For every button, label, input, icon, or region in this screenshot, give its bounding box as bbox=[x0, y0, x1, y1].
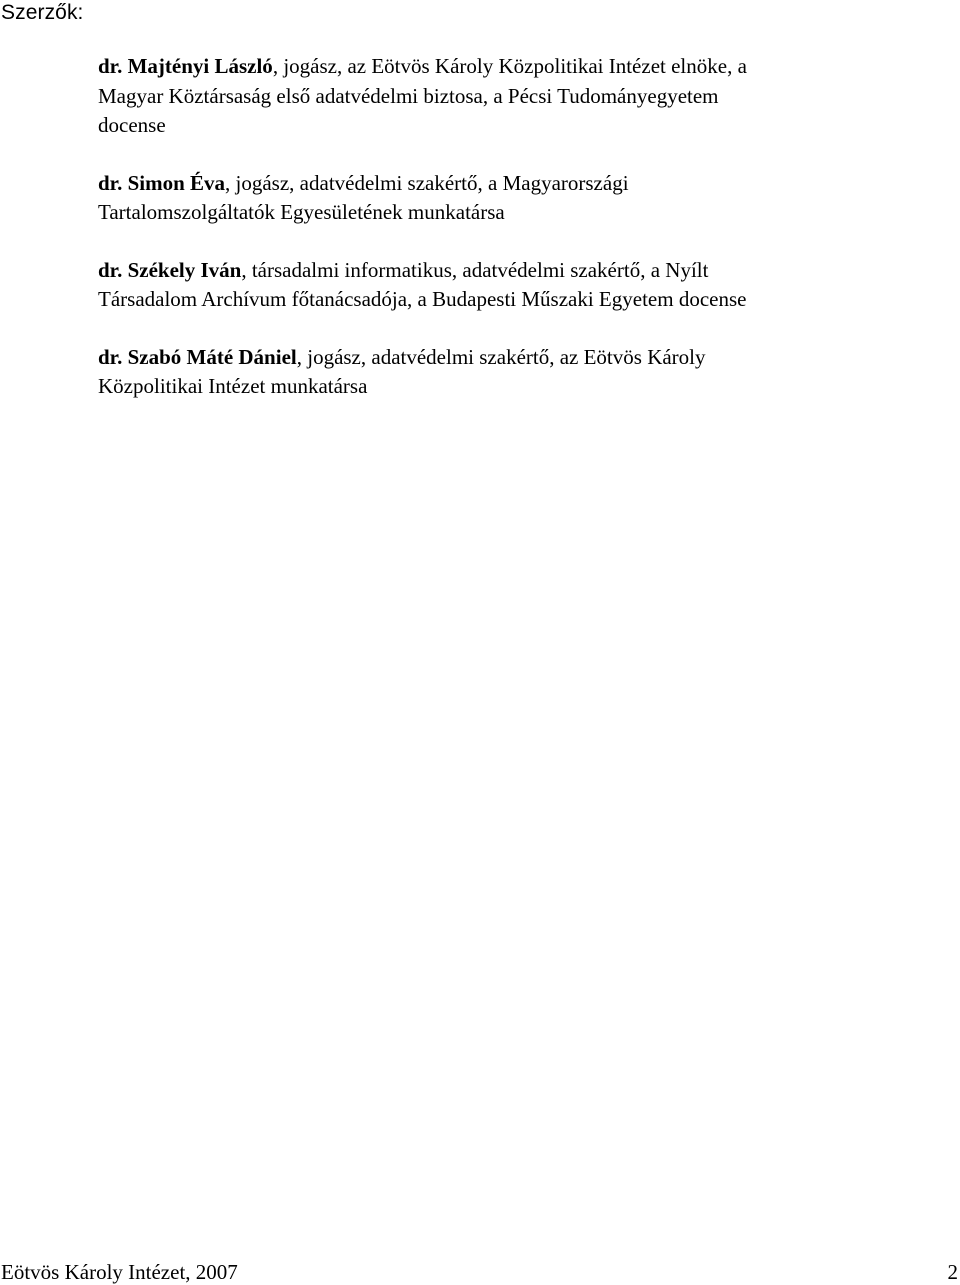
author-title: dr. bbox=[98, 257, 128, 282]
author-entry-szabo bbox=[98, 343, 960, 402]
author-line-1 bbox=[98, 256, 960, 286]
author-line-2: Közpolitikai Intézet munkatársa bbox=[98, 374, 368, 398]
author-name: Szabó Máté Dániel bbox=[127, 344, 297, 369]
footer-publisher: Eötvös Károly Intézet, 2007 bbox=[1, 1260, 238, 1284]
author-line-2: Magyar Köztársaság első adatvédelmi biztosa, a Pécsi Tudományegyetem bbox=[98, 83, 719, 108]
page-heading: Szerzők: bbox=[1, 1, 84, 24]
author-description: , társadalmi informatikus, adatvédelmi szakértő, a Nyílt bbox=[241, 257, 709, 282]
author-name: Simon Éva bbox=[127, 170, 226, 195]
author-line-1 bbox=[98, 169, 960, 199]
author-description: , jogász, az Eötvös Károly Közpolitikai Intézet elnöke, a bbox=[272, 54, 747, 78]
author-line-1 bbox=[98, 343, 960, 373]
footer-page-number: 2 bbox=[947, 1260, 958, 1284]
author-entry-szekely bbox=[98, 256, 960, 315]
author-description: , jogász, adatvédelmi szakértő, a Magyarországi bbox=[225, 170, 629, 195]
author-entry-simon bbox=[98, 169, 960, 228]
author-line-2: Tartalomszolgáltatók Egyesületének munkatársa bbox=[98, 200, 505, 224]
author-title: dr. bbox=[98, 54, 128, 78]
author-title: dr. bbox=[98, 344, 128, 369]
author-name: Majtényi László bbox=[127, 54, 273, 78]
author-line-1 bbox=[98, 52, 960, 82]
author-description: , jogász, adatvédelmi szakértő, az Eötvös Károly bbox=[296, 344, 706, 369]
author-name: Székely Iván bbox=[127, 257, 242, 282]
author-line-3: docense bbox=[98, 113, 166, 137]
author-entry-majtenyi bbox=[98, 52, 960, 141]
author-title: dr. bbox=[98, 170, 128, 195]
author-list bbox=[98, 52, 960, 430]
author-line-2: Társadalom Archívum főtanácsadója, a Budapesti Műszaki Egyetem docense bbox=[98, 287, 747, 311]
